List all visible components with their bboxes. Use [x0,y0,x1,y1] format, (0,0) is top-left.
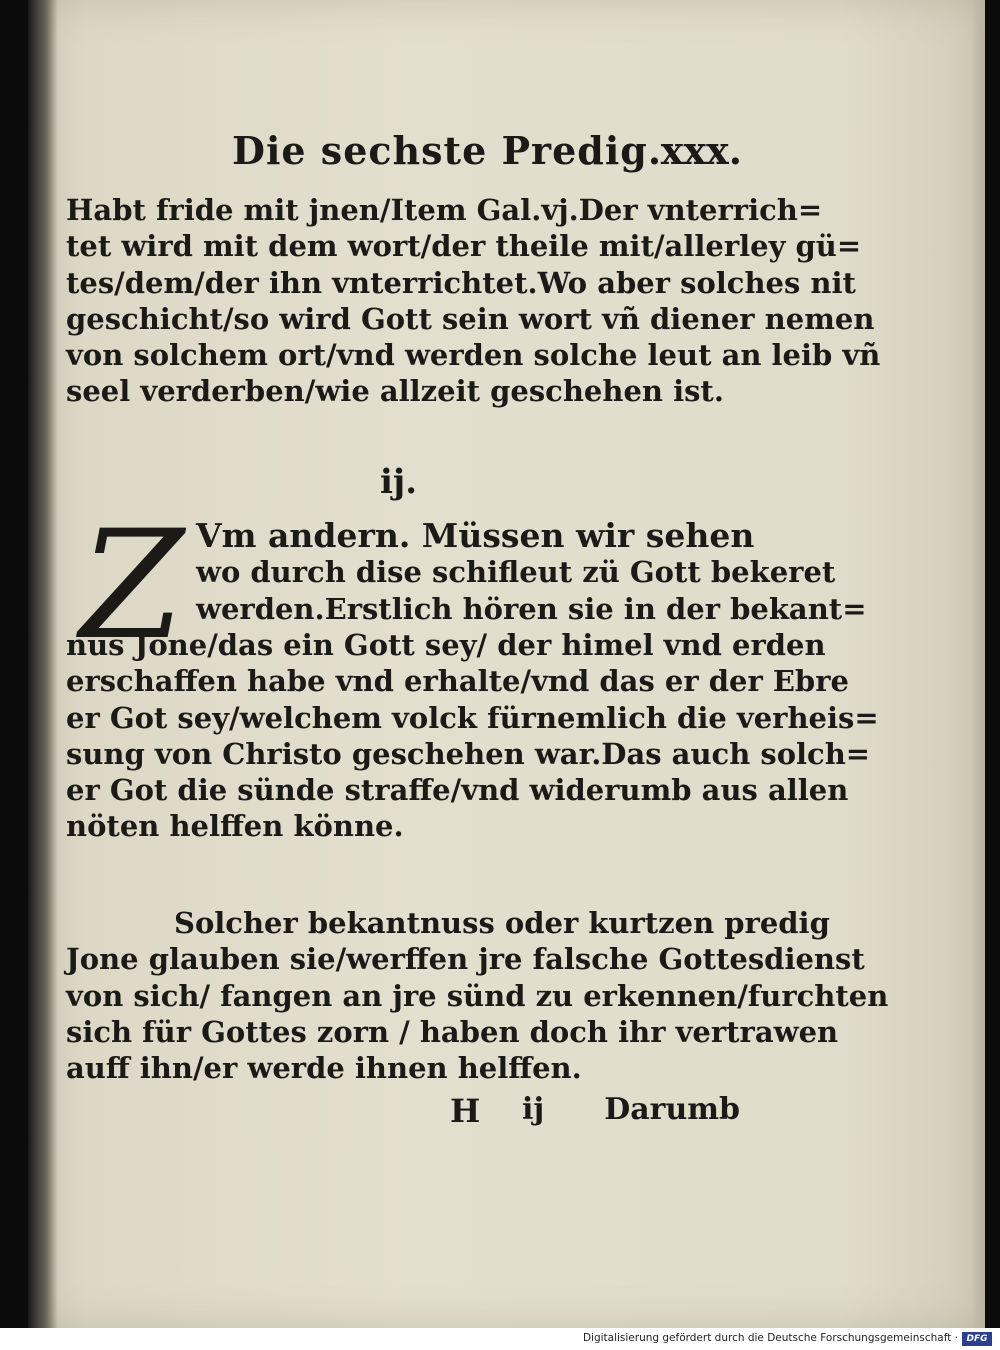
text-line: wo durch dise schifleut zü Gott bekeret [196,555,836,590]
text-line: tet wird mit dem wort/der theile mit/allerley gü= [66,229,862,264]
page-title: Die sechste Predig. [232,128,663,173]
paragraph-2 [66,627,879,845]
page-footer [450,1092,740,1132]
text-line: sich für Gottes zorn / haben doch ihr vertrawen [66,1014,839,1049]
credit-bar [0,1328,1000,1350]
section-number: ij. [380,462,418,502]
text-line: auff ihn/er werde ihnen helffen. [66,1051,582,1086]
text-line: seel verderben/wie allzeit geschehen ist. [66,374,724,409]
text-line: er Got sey/welchem volck fürnemlich die verheis= [66,700,879,735]
text-line: er Got die sünde straffe/vnd widerumb aus allen [66,773,849,808]
folio-number: xxx. [660,128,742,173]
paragraph-3 [66,905,889,1086]
text-line: tes/dem/der ihn vnterrichtet.Wo aber solches nit [66,265,856,300]
text-line: Vm andern. Müssen wir sehen [196,516,755,555]
text-line: geschicht/so wird Gott sein wort vñ diener nemen [66,301,875,336]
paragraph-2-initial-lines [196,516,867,627]
text-line: nöten helffen könne. [66,809,404,844]
signature-number: ij [522,1092,545,1127]
text-line: Jone glauben sie/werffen jre falsche Gottesdienst [66,942,865,977]
text-line: sung von Christo geschehen war.Das auch solch= [66,736,871,771]
text-line: nus Jone/das ein Gott sey/ der himel vnd erden [66,628,826,662]
text-line: Solcher bekantnuss oder kurtzen predig [174,906,830,940]
text-line: von sich/ fangen an jre sünd zu erkennen/furchten [66,978,889,1013]
paragraph-1 [66,192,881,410]
text-line: Habt fride mit jnen/Item Gal.vj.Der vnterrich= [66,193,823,227]
text-line: werden.Erstlich hören sie in der bekant= [196,591,867,626]
text-line: erschaffen habe vnd erhalte/vnd das er der Ebre [66,664,849,699]
running-header [232,128,742,188]
text-line: von solchem ort/vnd werden solche leut an leib vñ [66,338,881,373]
catchword: Darumb [604,1092,740,1127]
decorated-initial: Z [79,499,185,673]
page-gutter [28,0,58,1328]
dfg-logo-icon: DFG [962,1332,992,1346]
signature-mark: H [450,1092,481,1130]
page-edge [971,0,985,1328]
funding-credit: Digitalisierung gefördert durch die Deutsche Forschungsgemeinschaft · [582,1332,958,1344]
